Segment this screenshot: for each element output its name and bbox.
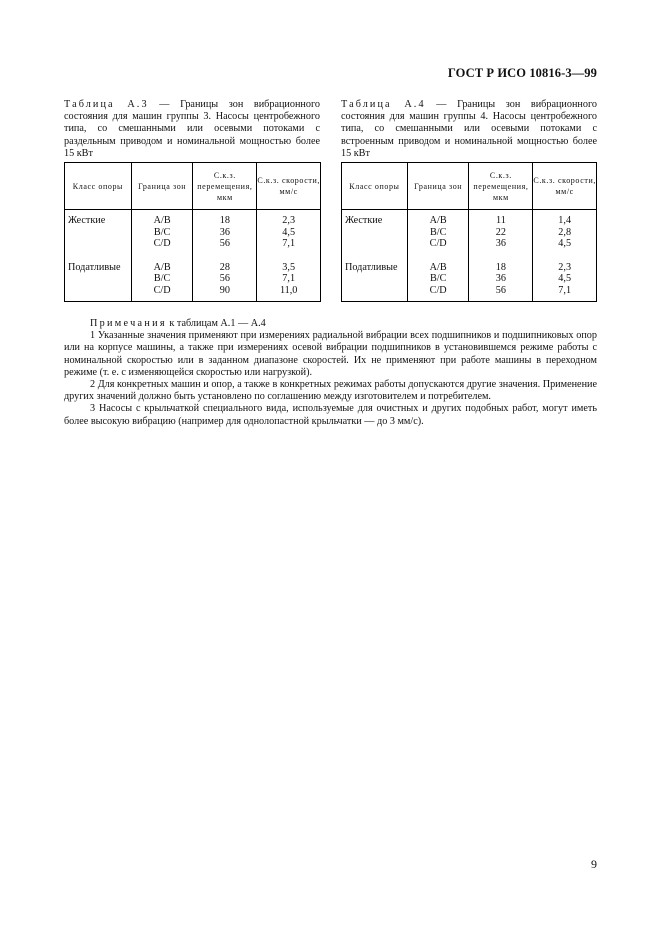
velocity-cell: 2,3 4,5 7,1: [533, 256, 597, 301]
support-class-cell: Податливые: [65, 256, 132, 301]
note-item-2: 2 Для конкретных машин и опор, а также в конкретных режимах работы допускаются другие значения. Применение других значений должно быть установлено по соглашению между изготовителем и потребителем.: [64, 379, 597, 403]
table-a3-header-zone-boundary: Граница зон: [131, 163, 193, 210]
table-a4-header-zone-boundary: Граница зон: [407, 163, 469, 210]
table-a4-caption-prefix: Таблица А.4: [341, 99, 426, 110]
table-a4: [341, 162, 597, 302]
note-item-3: 3 Насосы с крыльчаткой специального вида, используемые для очистных и других подобных работ, могут иметь более высокую вибрацию (например для однолопастной крыльчатки — до 3 мм/с).: [64, 403, 597, 427]
table-a3-caption: [64, 99, 320, 160]
table-a4-header-support-class: Класс опоры: [342, 163, 408, 210]
notes-title: Примечания к таблицам А.1 — А.4: [90, 318, 266, 329]
displacement-cell: 11 22 36: [469, 210, 533, 256]
displacement-cell: 18 36 56: [469, 256, 533, 301]
table-a3-header-displacement: С.к.з. перемещения, мкм: [193, 163, 257, 210]
table-row: [342, 210, 597, 256]
note-item-1: 1 Указанные значения применяют при измерениях радиальной вибрации всех подшипников и подшипниковых опор или на корпусе машины, а также при измерениях осевой вибрации подшипников в установившемся режиме работы с номинальной скоростью или в заданном диапазоне скоростей. Их не применяют при работе машины в переходном режиме (т. е. с изменяющейся скоростью или нагрузкой).: [64, 330, 597, 378]
table-a3-caption-prefix: Таблица А.3: [64, 99, 149, 110]
support-class-cell: Жесткие: [65, 210, 132, 256]
zone-cell: A/B B/C C/D: [407, 210, 469, 256]
table-a4-header-velocity: С.к.з. скорости, мм/с: [533, 163, 597, 210]
table-a3: [64, 162, 321, 302]
zone-cell: A/B B/C C/D: [407, 256, 469, 301]
table-a4-caption: [341, 99, 597, 160]
table-a3-header-velocity: С.к.з. скорости, мм/с: [257, 163, 321, 210]
support-class-cell: Податливые: [342, 256, 408, 301]
zone-cell: A/B B/C C/D: [131, 256, 193, 301]
table-a3-header-support-class: Класс опоры: [65, 163, 132, 210]
notes-section: [64, 318, 597, 428]
table-row: [65, 256, 321, 301]
velocity-cell: 3,5 7,1 11,0: [257, 256, 321, 301]
support-class-cell: Жесткие: [342, 210, 408, 256]
table-a3-caption-text: — Границы зон вибрационного состояния для машин группы 3. Насосы центробежного типа, со смешанными или осевыми потоками с раздельным приводом и номинальной мощностью более 15 кВт: [64, 99, 320, 159]
table-a4-caption-text: — Границы зон вибрационного состояния для машин группы 4. Насосы центробежного типа, со смешанными или осевыми потоками с встроенным приводом и номинальной мощностью более 15 кВт: [341, 99, 597, 159]
velocity-cell: 1,4 2,8 4,5: [533, 210, 597, 256]
displacement-cell: 18 36 56: [193, 210, 257, 256]
document-header: ГОСТ Р ИСО 10816-3—99: [447, 66, 597, 80]
velocity-cell: 2,3 4,5 7,1: [257, 210, 321, 256]
page-number: 9: [591, 857, 597, 871]
table-row: [65, 210, 321, 256]
zone-cell: A/B B/C C/D: [131, 210, 193, 256]
table-a4-header-displacement: С.к.з. перемещения, мкм: [469, 163, 533, 210]
table-row: [342, 256, 597, 301]
displacement-cell: 28 56 90: [193, 256, 257, 301]
